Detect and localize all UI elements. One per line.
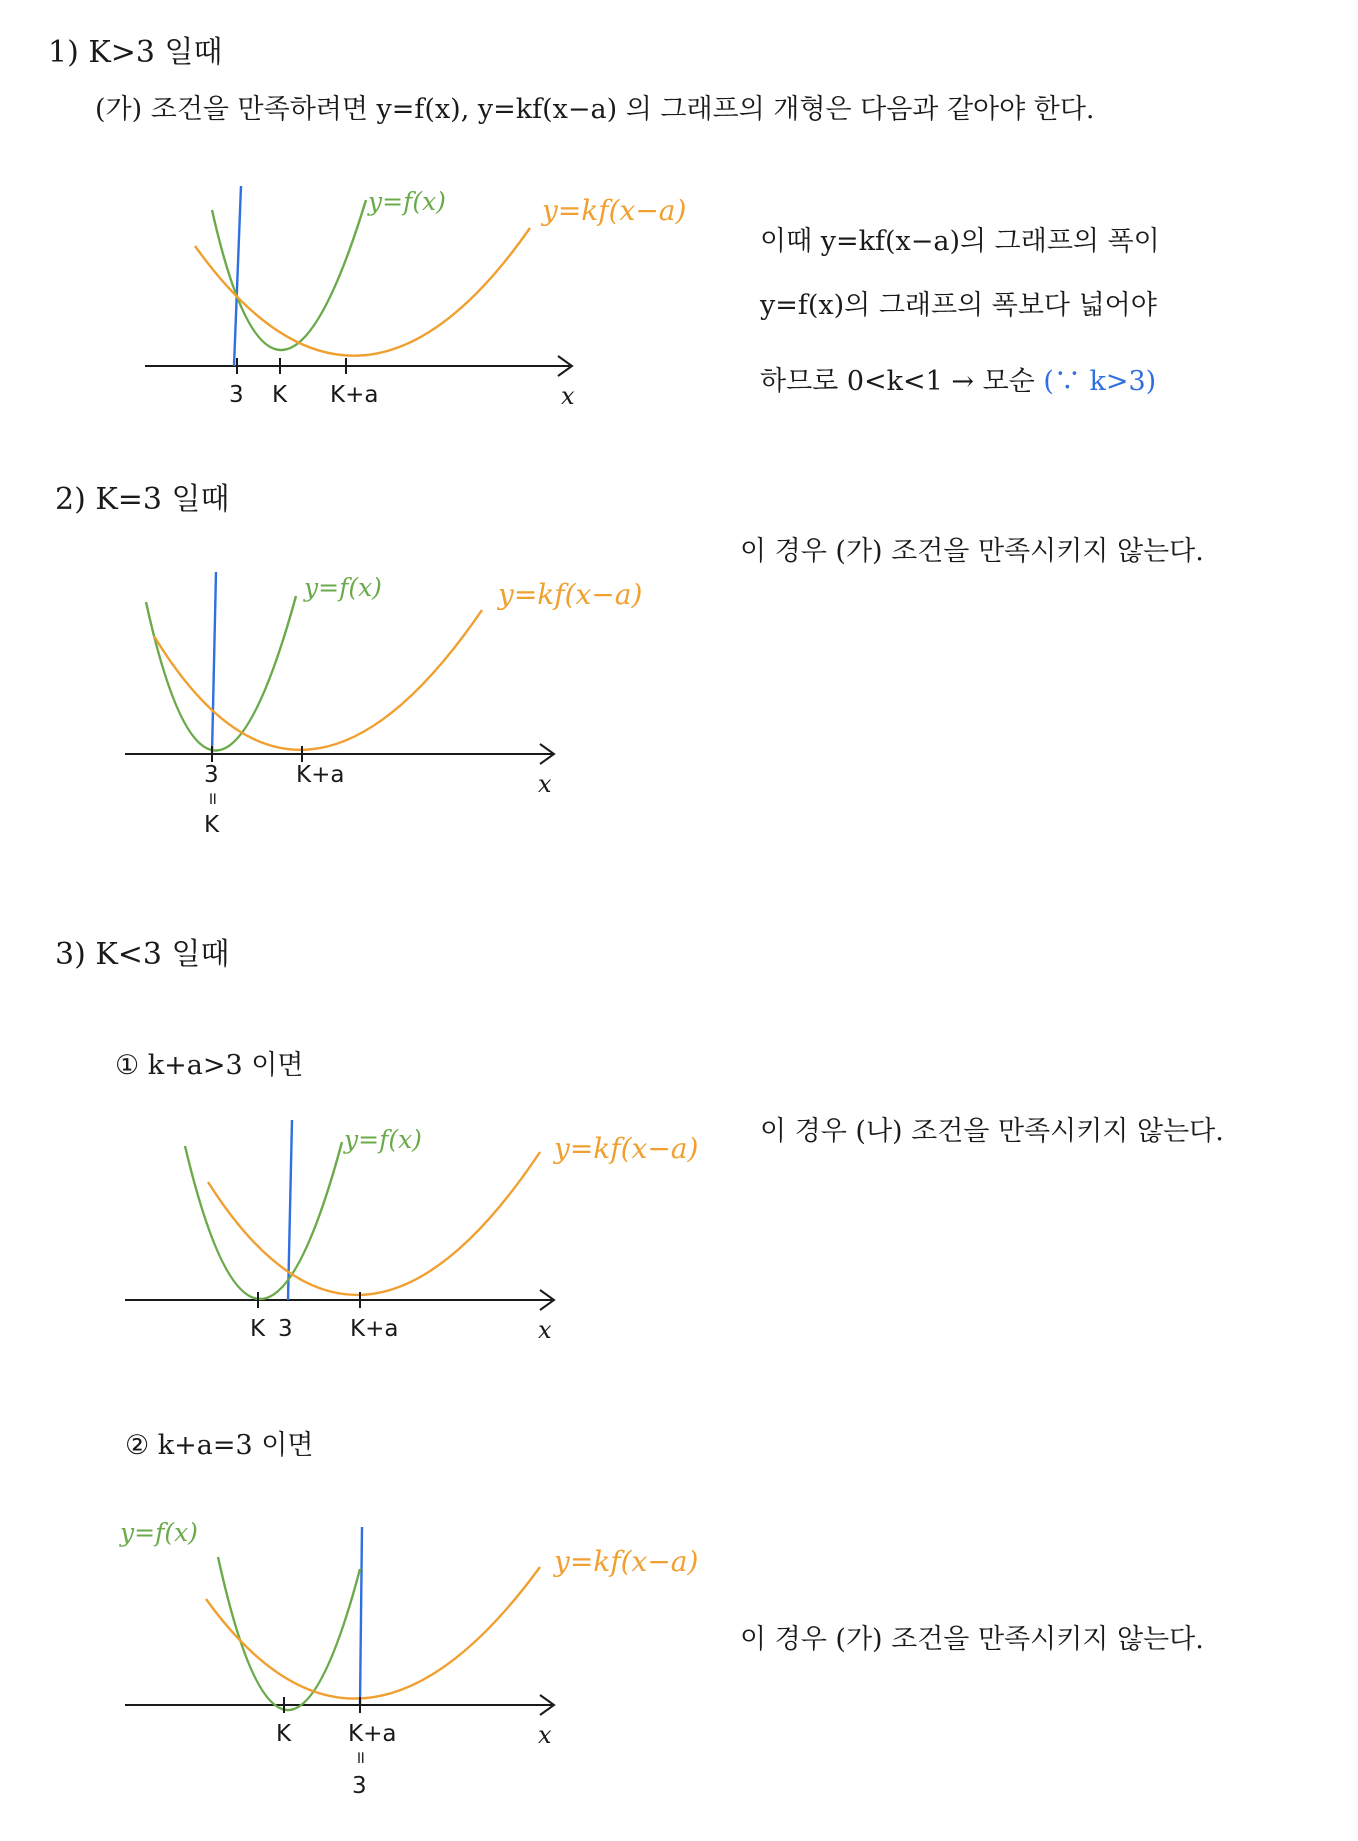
label-kf: y=kf(x−a) [498,578,643,611]
case3-sub2-note: 이 경우 (가) 조건을 만족시키지 않는다. [740,1624,1204,1655]
tick-label-3: 3 [204,762,219,788]
vertical-line-x3 [360,1527,362,1705]
case3-sub2-heading: ② k+a=3 이면 [125,1430,314,1461]
label-kf: y=kf(x−a) [542,194,687,227]
tick-label-ka: K+a [330,382,379,408]
curve-f [218,1557,360,1710]
curve-f [146,596,296,751]
tick-label-3: 3 [278,1316,293,1342]
case1-note-line2: y=f(x)의 그래프의 폭보다 넓어야 [760,290,1157,321]
vertical-line-x3 [234,186,241,366]
graph-case3-sub1 [0,1110,720,1360]
graph-case3-sub2 [0,1505,720,1835]
graph-case1 [0,170,700,430]
label-f: y=f(x) [120,1518,198,1547]
case1-intro: (가) 조건을 만족하려면 y=f(x), y=kf(x−a) 의 그래프의 개형은 다음과 같아야 한다. [95,94,1095,125]
case1-reason: (∵ k>3) [1043,366,1157,397]
case1-note-line3-text: 하므로 0<k<1 → 모순 [760,366,1035,397]
case3-sub1-note: 이 경우 (나) 조건을 만족시키지 않는다. [760,1116,1224,1147]
curve-kf [208,1152,540,1295]
curve-kf [154,610,482,750]
x-axis-label: x [538,770,552,798]
curve-kf [195,228,530,356]
graph-case2 [0,560,700,860]
equals-sign: ॥ [355,1748,366,1768]
tick-label-ka: K+a [348,1721,397,1747]
label-kf: y=kf(x−a) [554,1545,699,1578]
x-axis-label: x [561,382,575,410]
case1-note-line1: 이때 y=kf(x−a)의 그래프의 폭이 [760,226,1160,257]
case3-heading: 3) K<3 일때 [55,937,230,972]
tick-label-k: K [204,812,220,838]
case2-note: 이 경우 (가) 조건을 만족시키지 않는다. [740,536,1204,567]
label-kf: y=kf(x−a) [554,1132,699,1165]
vertical-line-x3 [212,572,216,754]
tick-label-3: 3 [229,382,244,408]
case1-note-line3 [760,368,1156,395]
case1-heading: 1) K>3 일때 [48,35,223,70]
case3-sub1-heading: ① k+a>3 이면 [115,1050,304,1081]
x-axis-label: x [538,1721,552,1749]
tick-label-k: K [276,1721,292,1747]
equals-sign: ॥ [207,789,218,809]
curve-f [185,1142,342,1299]
tick-label-ka: K+a [350,1316,399,1342]
label-f: y=f(x) [304,573,382,602]
tick-label-k: K [250,1316,266,1342]
case2-heading: 2) K=3 일때 [55,482,230,517]
label-f: y=f(x) [344,1125,422,1154]
tick-label-3: 3 [352,1773,367,1799]
tick-label-ka: K+a [296,762,345,788]
tick-label-k: K [272,382,288,408]
label-f: y=f(x) [368,187,446,216]
x-axis-label: x [538,1316,552,1344]
